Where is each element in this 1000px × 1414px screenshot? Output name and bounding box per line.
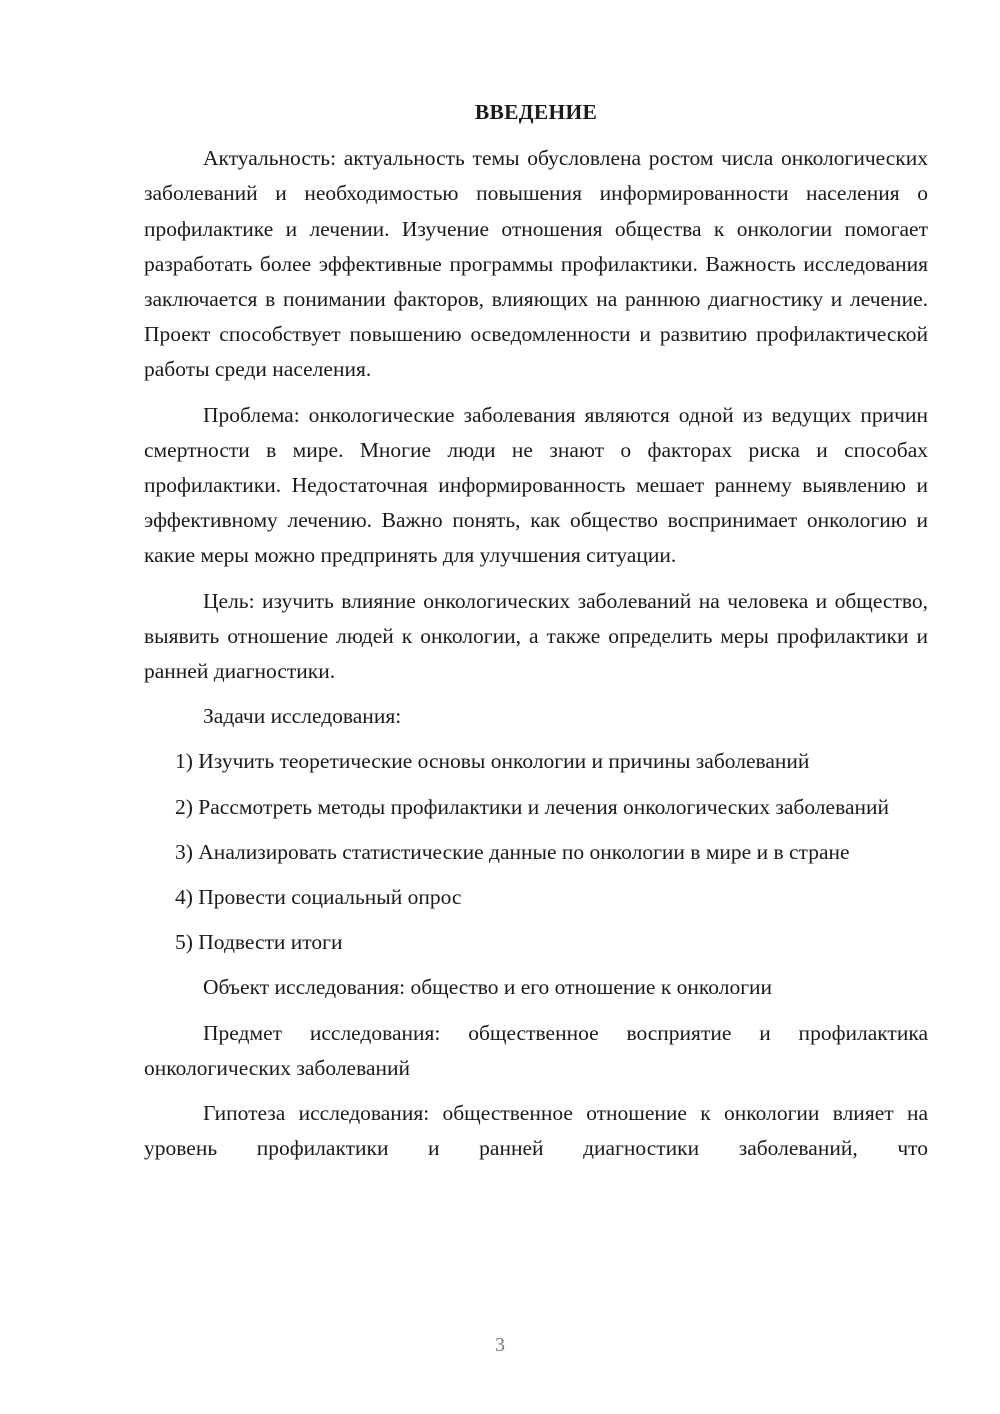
task-item: 2) Рассмотреть методы профилактики и лечения онкологических заболеваний: [175, 794, 890, 819]
task-item: 4) Провести социальный опрос: [175, 885, 462, 910]
task-item: 3) Анализировать статистические данные по онкологии в мире и в стране: [175, 839, 850, 864]
task-list: [144, 744, 928, 960]
section-title: ВВЕДЕНИЕ: [474, 100, 598, 124]
task-item: 5) Подвести итоги: [175, 930, 343, 955]
paragraph-hypothesis: Гипотеза исследования: общественное отношение к онкологии влияет на уровень профилактики и ранней диагностики заболеваний, что: [144, 1101, 928, 1161]
paragraph-problem: Проблема: онкологические заболевания являются одной из ведущих причин смертности в мире. Многие люди не знают о факторах риска и способах профилактики. Недостаточная информированность мешает раннему выявлению и эффективному лечению. Важно понять, как общество воспринимает онкологию и какие меры можно предпринять для улучшения ситуации.: [144, 402, 928, 568]
task-item: 1) Изучить теоретические основы онкологии и причины заболеваний: [175, 749, 810, 774]
paragraph-relevance: Актуальность: актуальность темы обусловлена ростом числа онкологических заболеваний и необходимостью повышения информированности населения о профилактике и лечении. Изучение отношения общества к онкологии помогает разработать более эффективные программы профилактики. Важность исследования заключается в понимании факторов, влияющих на раннюю диагностику и лечение. Проект способствует повышению осведомленности и развитию профилактической работы среди населения.: [144, 146, 928, 382]
document-page: [144, 95, 928, 1176]
page-number: 3: [495, 1334, 505, 1356]
paragraph-object: Объект исследования: общество и его отношение к онкологии: [203, 975, 773, 1000]
paragraph-tasks-heading: Задачи исследования:: [203, 704, 402, 729]
paragraph-subject: Предмет исследования: общественное восприятие и профилактика онкологических заболеваний: [144, 1020, 928, 1080]
paragraph-goal: Цель: изучить влияние онкологических заболеваний на человека и общество, выявить отношение людей к онкологии, а также определить меры профилактики и ранней диагностики.: [144, 588, 928, 684]
